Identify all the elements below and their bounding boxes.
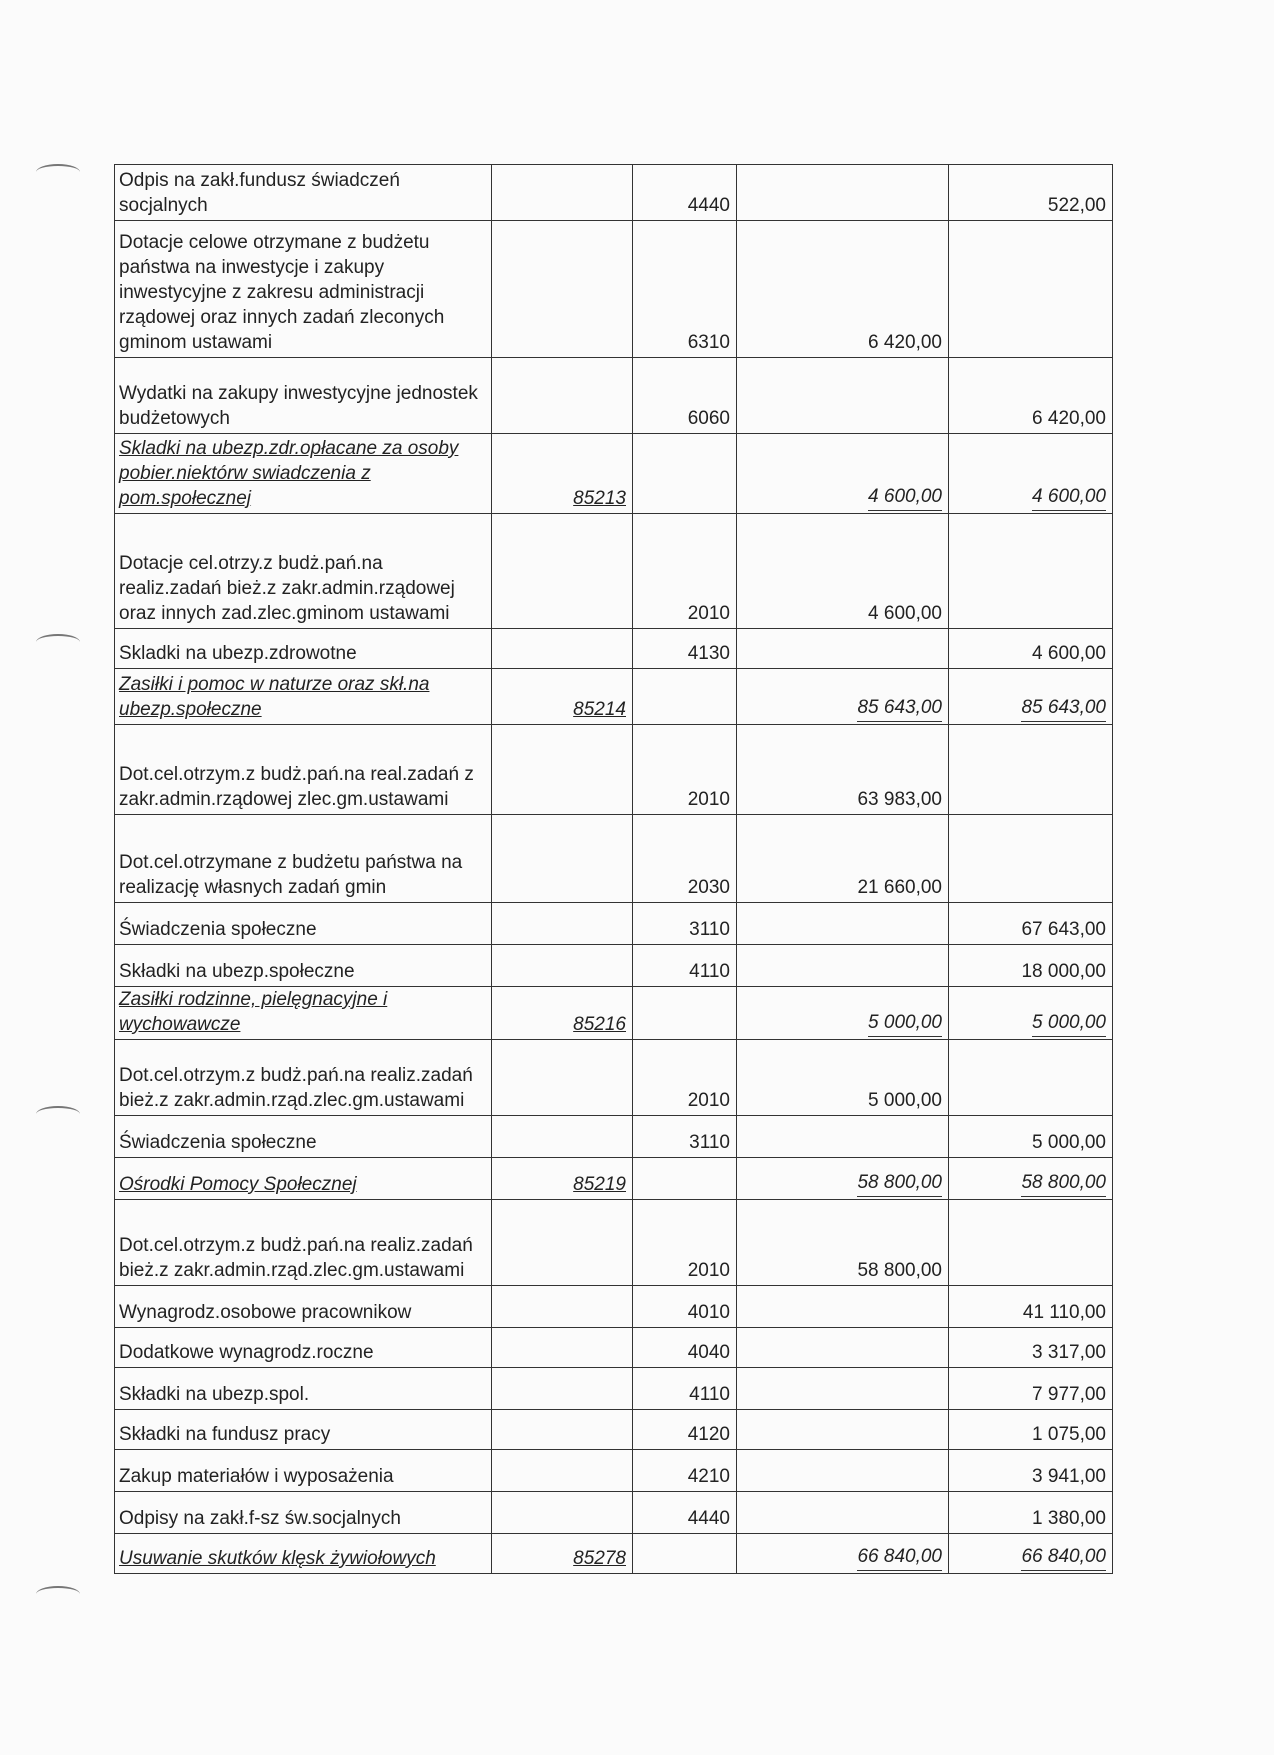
section-row [115,1158,1113,1200]
row-description [115,434,492,514]
row-wydatki-text: 4 600,00 [1032,484,1106,511]
row-paragraf: 4440 [633,165,737,221]
row-dochody-text: 85 643,00 [857,695,942,722]
row-dochody: 4 600,00 [737,514,949,629]
row-wydatki: 1 075,00 [949,1410,1113,1450]
row-dochody: 5 000,00 [737,1040,949,1116]
row-dzial: 85219 [492,1158,633,1200]
row-paragraf: 4110 [633,945,737,987]
table-row [115,1492,1113,1534]
row-dzial [492,1040,633,1116]
row-dzial [492,815,633,903]
table-row [115,1410,1113,1450]
row-paragraf: 2010 [633,1200,737,1286]
row-description: Odpis na zakł.fundusz świadczeń socjalnych [115,165,492,221]
row-dochody [737,987,949,1040]
row-wydatki: 3 317,00 [949,1328,1113,1368]
row-description-text: Skladki na ubezp.zdr.opłacane za osoby pobier.niektórw swiadczenia z pom.społecznej [119,438,459,509]
budget-table [114,164,1113,1574]
row-description: Dot.cel.otrzym.z budż.pań.na real.zadań z zakr.admin.rządowej zlec.gm.ustawami [115,725,492,815]
row-wydatki: 6 420,00 [949,358,1113,434]
row-dochody [737,629,949,669]
table-row [115,629,1113,669]
row-wydatki [949,1158,1113,1200]
row-dochody [737,1286,949,1328]
row-paragraf: 3110 [633,903,737,945]
row-paragraf [633,1158,737,1200]
row-wydatki-text: 85 643,00 [1021,695,1106,722]
row-dzial [492,1116,633,1158]
table-row [115,1200,1113,1286]
row-description: Świadczenia społeczne [115,1116,492,1158]
table-row [115,1368,1113,1410]
table-row [115,903,1113,945]
row-description: Dot.cel.otrzym.z budż.pań.na realiz.zadań bież.z zakr.admin.rząd.zlec.gm.ustawami [115,1040,492,1116]
row-description: Dot.cel.otrzymane z budżetu państwa na realizację własnych zadań gmin [115,815,492,903]
row-paragraf: 2010 [633,514,737,629]
row-wydatki [949,434,1113,514]
row-dochody [737,1410,949,1450]
row-description [115,669,492,725]
table-row [115,725,1113,815]
row-description: Składki na ubezp.społeczne [115,945,492,987]
row-wydatki-text: 58 800,00 [1021,1170,1106,1197]
row-dochody [737,945,949,987]
row-paragraf: 4010 [633,1286,737,1328]
row-description-text: Zasiłki i pomoc w naturze oraz skł.na ubezp.społeczne [119,674,430,720]
punch-hole-mark [36,164,80,180]
row-dzial: 85213 [492,434,633,514]
budget-table-body [115,165,1113,1574]
row-paragraf: 4130 [633,629,737,669]
row-dochody [737,165,949,221]
row-dochody: 58 800,00 [737,1200,949,1286]
row-dzial: 85216 [492,987,633,1040]
row-dochody [737,1116,949,1158]
row-dochody [737,1534,949,1574]
section-row [115,434,1113,514]
row-description-text: Zasiłki rodzinne, pielęgnacyjne i wychowawcze [119,989,388,1035]
row-wydatki [949,725,1113,815]
table-row [115,165,1113,221]
row-paragraf: 4110 [633,1368,737,1410]
row-wydatki: 67 643,00 [949,903,1113,945]
row-wydatki [949,221,1113,358]
row-wydatki-text: 5 000,00 [1032,1010,1106,1037]
row-dzial [492,1492,633,1534]
row-description: Dodatkowe wynagrodz.roczne [115,1328,492,1368]
punch-hole-mark [36,1106,80,1122]
row-wydatki-text: 66 840,00 [1021,1544,1106,1571]
row-description: Odpisy na zakł.f-sz św.socjalnych [115,1492,492,1534]
row-dzial [492,1410,633,1450]
row-dzial [492,629,633,669]
row-wydatki [949,1200,1113,1286]
row-paragraf: 4440 [633,1492,737,1534]
table-row [115,945,1113,987]
row-wydatki: 5 000,00 [949,1116,1113,1158]
row-description [115,1158,492,1200]
row-wydatki: 41 110,00 [949,1286,1113,1328]
row-dochody [737,903,949,945]
row-dochody [737,434,949,514]
table-row [115,358,1113,434]
row-paragraf: 4210 [633,1450,737,1492]
punch-hole-mark [36,634,80,650]
row-wydatki: 522,00 [949,165,1113,221]
row-wydatki [949,514,1113,629]
row-dzial [492,1286,633,1328]
row-dochody: 21 660,00 [737,815,949,903]
row-description: Dotacje celowe otrzymane z budżetu państwa na inwestycje i zakupy inwestycyjne z zakresu administracji rządowej oraz innych zadań zleconych gminom ustawami [115,221,492,358]
section-row [115,987,1113,1040]
row-dochody-text: 66 840,00 [857,1544,942,1571]
table-row [115,221,1113,358]
row-description: Składki na ubezp.spol. [115,1368,492,1410]
row-wydatki [949,815,1113,903]
row-dochody [737,1328,949,1368]
row-wydatki [949,987,1113,1040]
row-dzial [492,945,633,987]
row-wydatki: 1 380,00 [949,1492,1113,1534]
punch-hole-mark [36,1586,80,1602]
row-dzial [492,725,633,815]
row-description: Wynagrodz.osobowe pracownikow [115,1286,492,1328]
row-dzial [492,1328,633,1368]
row-paragraf: 2010 [633,1040,737,1116]
table-row [115,1328,1113,1368]
table-row [115,1286,1113,1328]
row-dzial [492,358,633,434]
row-paragraf: 6310 [633,221,737,358]
row-dochody [737,358,949,434]
table-row [115,1450,1113,1492]
row-dochody-text: 58 800,00 [857,1170,942,1197]
row-dochody [737,669,949,725]
row-description: Dotacje cel.otrzy.z budż.pań.na realiz.zadań bież.z zakr.admin.rządowej oraz innych zad.zlec.gminom ustawami [115,514,492,629]
row-dzial [492,514,633,629]
section-row [115,669,1113,725]
table-row [115,1116,1113,1158]
row-description: Składki na fundusz pracy [115,1410,492,1450]
row-paragraf: 4120 [633,1410,737,1450]
row-dochody [737,1158,949,1200]
row-paragraf: 2010 [633,725,737,815]
row-wydatki [949,1040,1113,1116]
row-paragraf [633,1534,737,1574]
row-dochody [737,1450,949,1492]
table-row [115,514,1113,629]
row-description: Świadczenia społeczne [115,903,492,945]
row-dzial [492,903,633,945]
row-description: Skladki na ubezp.zdrowotne [115,629,492,669]
row-description [115,987,492,1040]
row-paragraf [633,987,737,1040]
row-wydatki [949,1534,1113,1574]
row-dochody [737,1492,949,1534]
row-dzial [492,221,633,358]
row-dochody: 6 420,00 [737,221,949,358]
row-paragraf: 6060 [633,358,737,434]
row-description-text: Ośrodki Pomocy Społecznej [119,1174,357,1195]
row-description-text: Usuwanie skutków klęsk żywiołowych [119,1548,436,1569]
row-wydatki: 7 977,00 [949,1368,1113,1410]
row-dzial [492,1368,633,1410]
row-wydatki: 4 600,00 [949,629,1113,669]
row-dochody-text: 5 000,00 [868,1010,942,1037]
row-wydatki: 3 941,00 [949,1450,1113,1492]
table-row [115,815,1113,903]
row-description [115,1534,492,1574]
row-paragraf [633,669,737,725]
row-dzial [492,165,633,221]
row-wydatki [949,669,1113,725]
row-paragraf: 2030 [633,815,737,903]
row-description: Dot.cel.otrzym.z budż.pań.na realiz.zadań bież.z zakr.admin.rząd.zlec.gm.ustawami [115,1200,492,1286]
row-dochody-text: 4 600,00 [868,484,942,511]
row-dzial: 85278 [492,1534,633,1574]
row-dochody: 63 983,00 [737,725,949,815]
row-paragraf: 4040 [633,1328,737,1368]
row-dzial [492,1200,633,1286]
row-paragraf [633,434,737,514]
row-dochody [737,1368,949,1410]
row-description: Wydatki na zakupy inwestycyjne jednostek budżetowych [115,358,492,434]
row-paragraf: 3110 [633,1116,737,1158]
table-row [115,1040,1113,1116]
section-row [115,1534,1113,1574]
row-dzial [492,1450,633,1492]
row-dzial: 85214 [492,669,633,725]
row-wydatki: 18 000,00 [949,945,1113,987]
row-description: Zakup materiałów i wyposażenia [115,1450,492,1492]
